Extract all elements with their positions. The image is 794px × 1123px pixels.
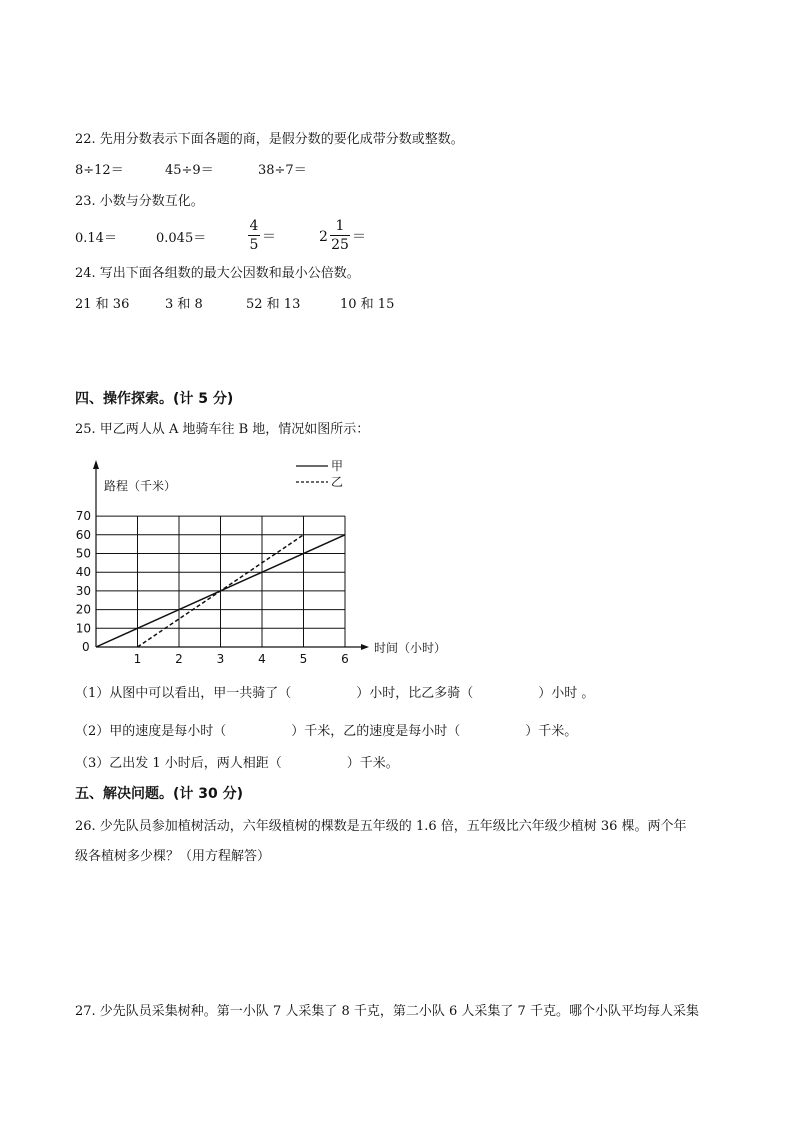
x-tick-label: 0 — [82, 640, 90, 654]
q25-sub-3: （3）乙出发 1 小时后，两人相距（ ）千米。 — [75, 756, 399, 771]
q23-fraction-1-equals: ＝ — [262, 229, 276, 245]
q22-item-2: 45÷9＝ — [165, 163, 214, 178]
x-tick-label: 3 — [216, 652, 225, 665]
legend-label: 乙 — [331, 475, 344, 489]
x-tick-label: 4 — [258, 652, 266, 665]
q25-text: 25. 甲乙两人从 A 地骑车往 B 地，情况如图所示： — [75, 422, 370, 437]
y-tick-label: 50 — [75, 546, 91, 561]
fraction-bar — [248, 235, 260, 236]
q23-item-1: 0.14＝ — [75, 231, 117, 246]
q25-sub-2: （2）甲的速度是每小时（ ）千米，乙的速度是每小时（ ）千米。 — [75, 724, 578, 739]
y-tick-label: 40 — [75, 565, 91, 580]
q24-item-3: 52 和 13 — [246, 297, 301, 312]
fraction-denominator: 25 — [331, 237, 349, 253]
chart-legend — [296, 459, 343, 489]
q23-item-2: 0.045＝ — [156, 231, 207, 246]
x-tick-label: 6 — [341, 652, 349, 665]
fraction-numerator: 1 — [335, 218, 345, 234]
y-tick-label: 70 — [75, 509, 91, 524]
q22-text: 22. 先用分数表示下面各题的商，是假分数的要化成带分数或整数。 — [75, 132, 464, 147]
y-tick-label: 20 — [75, 602, 91, 617]
y-axis-arrow — [93, 460, 99, 469]
fraction-bar — [330, 235, 350, 236]
q23-fraction-2 — [330, 218, 350, 253]
x-tick-label: 1 — [133, 652, 142, 665]
y-tick-label: 30 — [75, 583, 91, 598]
chart-x-axis-label: 时间（小时） — [374, 641, 447, 655]
chart-y-axis-label: 路程（千米） — [104, 479, 177, 493]
q24-item-1: 21 和 36 — [75, 297, 130, 312]
q24-item-2: 3 和 8 — [165, 297, 203, 312]
q25-sub-1: （1）从图中可以看出，甲一共骑了（ ）小时，比乙多骑（ ）小时 。 — [75, 686, 595, 701]
distance-time-chart — [70, 455, 470, 665]
q23-fraction-2-whole: 2 — [319, 229, 328, 245]
q23-fraction-1 — [248, 218, 260, 253]
legend-label: 甲 — [331, 459, 344, 473]
x-tick-label: 2 — [175, 652, 183, 665]
q24-item-4: 10 和 15 — [340, 297, 395, 312]
y-tick-label: 10 — [75, 621, 91, 636]
fraction-numerator: 4 — [249, 218, 259, 234]
fraction-denominator: 5 — [249, 237, 259, 253]
q23-fraction-2-equals: ＝ — [352, 229, 366, 245]
x-axis-arrow — [361, 644, 369, 650]
chart-grid — [96, 516, 345, 647]
q22-item-1: 8÷12＝ — [75, 163, 124, 178]
section-5-heading: 五、解决问题。(计 30 分) — [75, 786, 244, 802]
q26-line-2: 级各植树多少棵？（用方程解答） — [75, 849, 271, 864]
q27-line-1: 27. 少先队员采集树种。第一小队 7 人采集了 8 千克，第二小队 6 人采集了 7 千克。哪个小队平均每人采集 — [75, 1004, 699, 1019]
q22-item-3: 38÷7＝ — [258, 163, 307, 178]
section-4-heading: 四、操作探索。(计 5 分) — [75, 391, 234, 407]
q24-text: 24. 写出下面各组数的最大公因数和最小公倍数。 — [75, 266, 360, 281]
x-tick-label: 5 — [299, 652, 308, 665]
q26-line-1: 26. 少先队员参加植树活动，六年级植树的棵数是五年级的 1.6 倍，五年级比六年级少植树 36 棵。两个年 — [75, 819, 687, 834]
q23-text: 23. 小数与分数互化。 — [75, 194, 204, 209]
chart-tick-labels — [76, 509, 349, 665]
y-tick-label: 60 — [75, 527, 91, 542]
